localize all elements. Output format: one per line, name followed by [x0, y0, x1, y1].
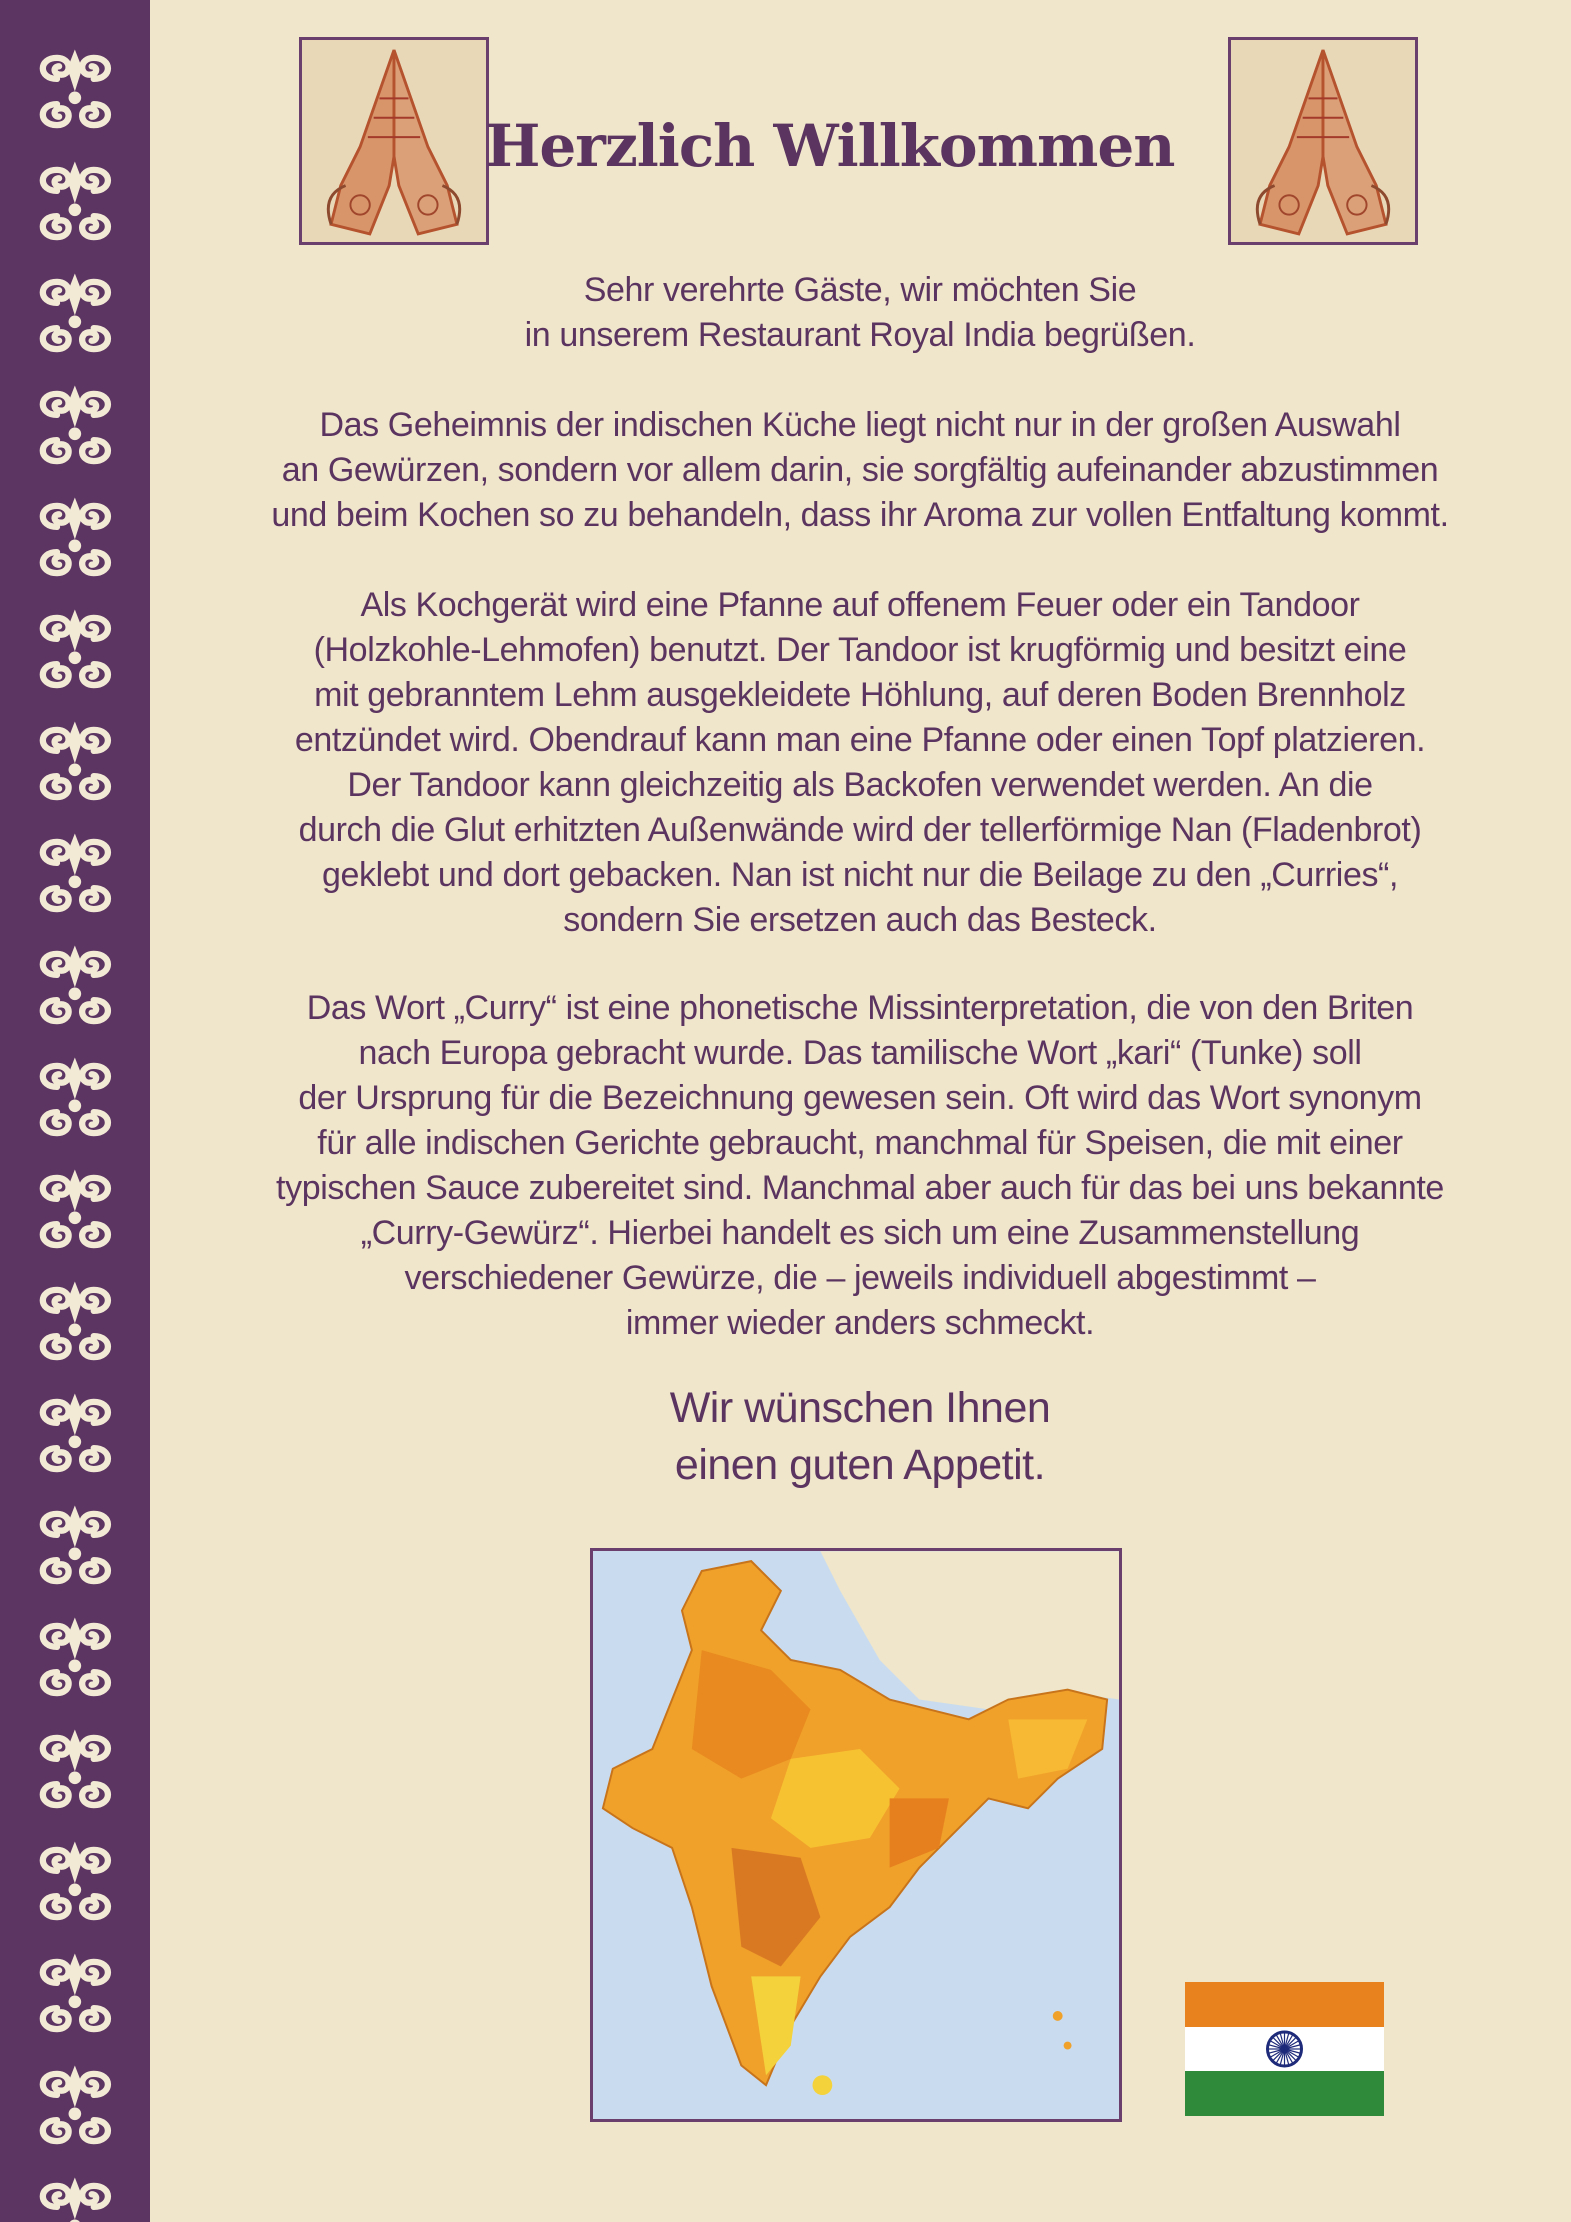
page-title: Herzlich Willkommen [485, 112, 1175, 180]
ornament-motif [43, 610, 108, 686]
india-map-icon [590, 1548, 1122, 2122]
ornament-motif [43, 1506, 108, 1582]
ornament-motif [43, 722, 108, 798]
india-flag-drawing [1185, 1982, 1384, 2116]
india-flag-icon [1185, 1982, 1384, 2116]
ornament-motif [43, 1170, 108, 1246]
ornament-motif [43, 834, 108, 910]
namaste-hands-drawing [302, 40, 486, 242]
ornament-motif [43, 1842, 108, 1918]
ornament-motif [43, 1058, 108, 1134]
ornament-pattern [0, 0, 150, 2222]
ornament-motif [43, 386, 108, 462]
spices-paragraph: Das Geheimnis der indischen Küche liegt nicht nur in der großen Auswahl an Gewürzen, sondern vor allem darin, sie sorgfältig aufeinander abzustimmen und beim Kochen so zu behandeln, dass ihr Aroma zur vollen Entfaltung kommt. [271, 406, 1449, 534]
namaste-hands-icon [299, 37, 489, 245]
ornament-motif [43, 946, 108, 1022]
ornament-motif [43, 1394, 108, 1470]
intro-paragraph: Sehr verehrte Gäste, wir möchten Sie in unserem Restaurant Royal India begrüßen. [524, 271, 1196, 354]
ornament-motif [43, 162, 108, 238]
tandoor-paragraph: Als Kochgerät wird eine Pfanne auf offenem Feuer oder ein Tandoor (Holzkohle-Lehmofen) benutzt. Der Tandoor ist krugförmig und besitzt eine mit gebranntem Lehm ausgekleidete Höhlung, auf deren Boden Brennholz entzündet wird. Obendrauf kann man eine Pfanne oder einen Topf platzieren. Der Tandoor kann gleichzeitig als Backofen verwendet werden. An die durch die Glut erhitzten Außenwände wird der tellerförmige Nan (Fladenbrot) geklebt und dort gebacken. Nan ist nicht nur die Beilage zu den „Curries“, sondern Sie ersetzen auch das Besteck. [294, 586, 1426, 939]
ornament-motif [43, 2178, 108, 2222]
ornament-motif [43, 1954, 108, 2030]
namaste-hands-drawing [1231, 40, 1415, 242]
curry-paragraph: Das Wort „Curry“ ist eine phonetische Missinterpretation, die von den Briten nach Europa gebracht wurde. Das tamilische Wort „kari“ (Tunke) soll der Ursprung für die Bezeichnung gewesen sein. Oft wird das Wort synonym für alle indischen Gerichte gebraucht, manchmal für Speisen, die mit einer typischen Sauce zubereitet sind. Manchmal aber auch für das bei uns bekannte „Curry-Gewürz“. Hierbei handelt es sich um eine Zusammenstellung verschiedener Gewürze, die – jeweils individuell abgestimmt – immer wieder anders schmeckt. [276, 989, 1444, 1342]
ornament-motif [43, 1282, 108, 1358]
ornament-motif [43, 2066, 108, 2142]
india-map-drawing [593, 1551, 1119, 2119]
ornamental-border [0, 0, 150, 2222]
closing-wish: Wir wünschen Ihnen einen guten Appetit. [669, 1384, 1051, 1489]
ornament-motif [43, 50, 108, 126]
ornament-motif [43, 498, 108, 574]
ornament-motif [43, 274, 108, 350]
ornament-motif [43, 1730, 108, 1806]
ornament-motif [43, 1618, 108, 1694]
namaste-hands-icon [1228, 37, 1418, 245]
